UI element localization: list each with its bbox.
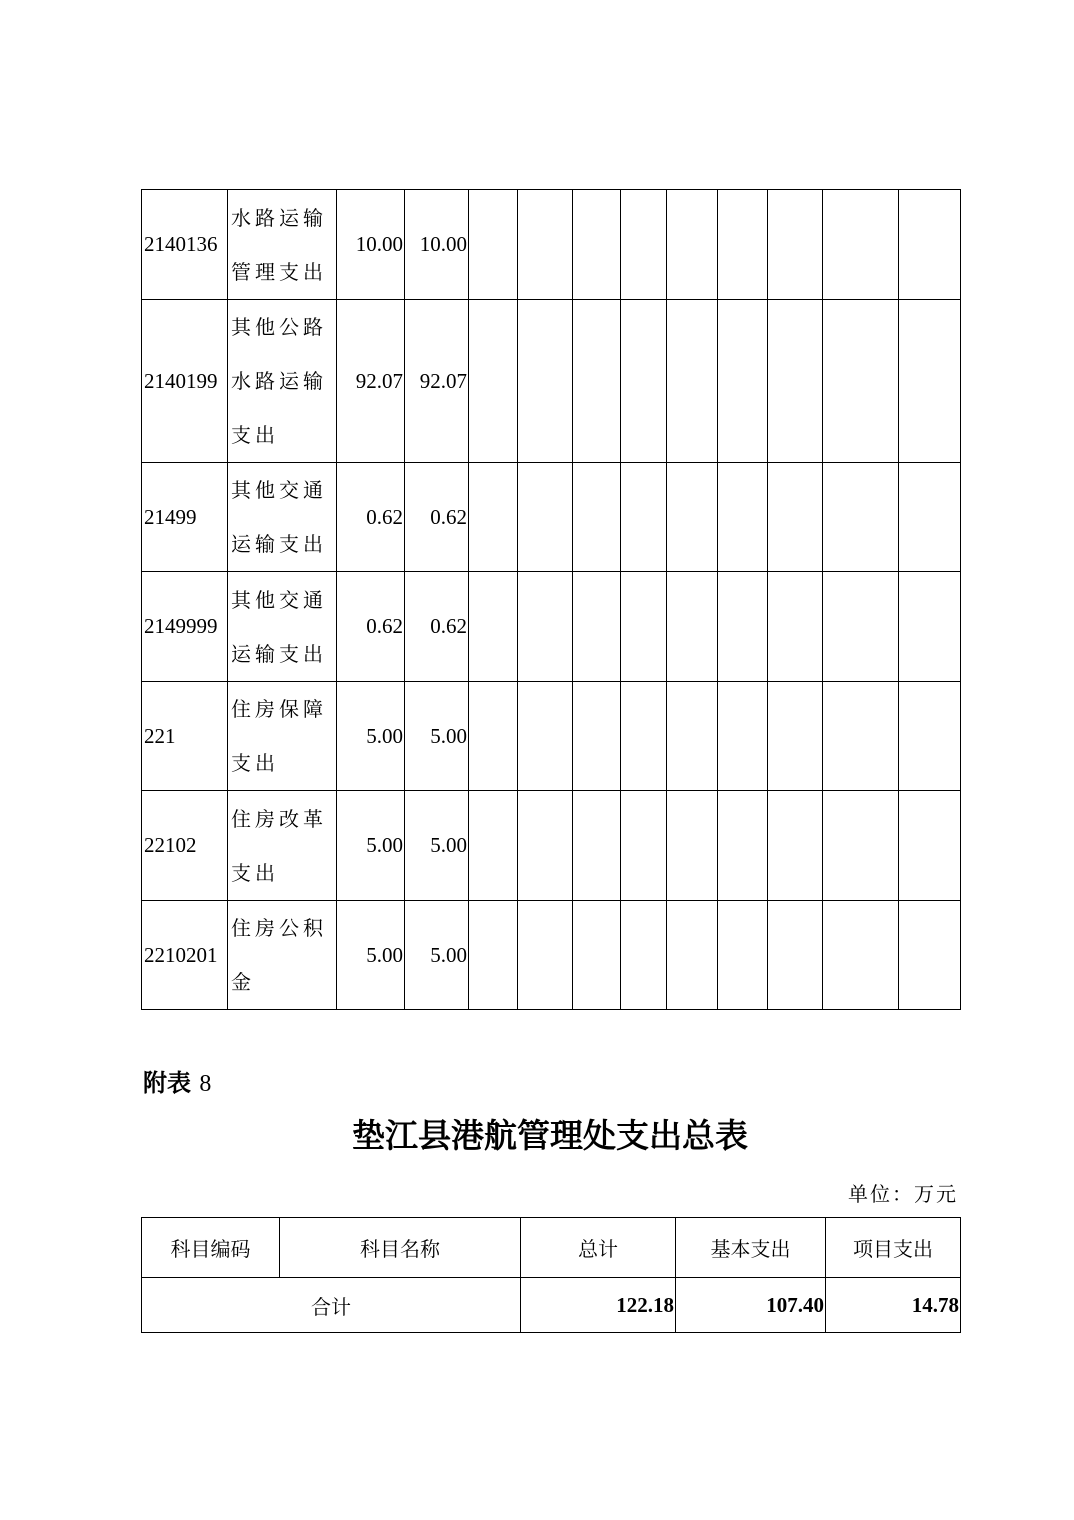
subject-name-line: 其他交通 (231, 478, 327, 502)
header-code: 科目编码 (142, 1218, 280, 1278)
empty-cell (718, 901, 768, 1010)
unit-label: 单位：万元 (848, 1182, 958, 1206)
empty-cell (621, 901, 667, 1010)
basic-amount: 0.62 (405, 572, 469, 682)
empty-cell (768, 572, 823, 682)
empty-cell (823, 572, 899, 682)
table-row (142, 300, 961, 463)
empty-cell (518, 572, 573, 682)
total-amount: 0.62 (337, 572, 405, 682)
subject-name (228, 682, 337, 791)
subject-name-line: 住房改革 (231, 806, 327, 831)
subject-name-line: 住房保障 (231, 697, 327, 721)
subject-name (228, 791, 337, 901)
subject-name-line: 其他公路 (231, 315, 327, 339)
subject-name-line: 金 (231, 970, 255, 994)
empty-cell (667, 463, 718, 572)
subject-name-line: 运输支出 (231, 641, 327, 666)
empty-cell (718, 572, 768, 682)
empty-cell (718, 300, 768, 463)
empty-cell (667, 682, 718, 791)
subject-name-line: 支出 (231, 751, 279, 775)
empty-cell (573, 300, 621, 463)
header-name: 科目名称 (280, 1218, 521, 1278)
empty-cell (518, 682, 573, 791)
table-row (142, 682, 961, 791)
empty-cell (899, 682, 961, 791)
empty-cell (823, 463, 899, 572)
subject-name (228, 463, 337, 572)
empty-cell (621, 300, 667, 463)
empty-cell (768, 682, 823, 791)
expenditure-summary-table (141, 1217, 961, 1333)
empty-cell (899, 901, 961, 1010)
total-amount: 92.07 (337, 300, 405, 463)
expenditure-detail-table (141, 189, 961, 1010)
subject-name-line: 水路运输 (231, 205, 327, 230)
subject-name (228, 300, 337, 463)
table-row (142, 791, 961, 901)
subject-code: 22102 (142, 791, 228, 901)
empty-cell (823, 901, 899, 1010)
empty-cell (573, 791, 621, 901)
subject-code: 2140199 (142, 300, 228, 463)
empty-cell (518, 901, 573, 1010)
empty-cell (469, 190, 518, 300)
subject-name (228, 190, 337, 300)
subject-code: 221 (142, 682, 228, 791)
empty-cell (518, 190, 573, 300)
total-label: 合计 (142, 1278, 521, 1333)
table-row (142, 463, 961, 572)
empty-cell (718, 190, 768, 300)
appendix-label: 附表 8 (143, 1068, 212, 1097)
table-row (142, 190, 961, 300)
empty-cell (518, 463, 573, 572)
empty-cell (573, 682, 621, 791)
empty-cell (899, 572, 961, 682)
basic-amount: 0.62 (405, 463, 469, 572)
empty-cell (899, 190, 961, 300)
total-value: 122.18 (521, 1278, 676, 1333)
empty-cell (768, 300, 823, 463)
empty-cell (573, 463, 621, 572)
basic-amount: 5.00 (405, 901, 469, 1010)
total-amount: 5.00 (337, 682, 405, 791)
empty-cell (667, 190, 718, 300)
basic-amount: 5.00 (405, 791, 469, 901)
empty-cell (718, 682, 768, 791)
empty-cell (667, 901, 718, 1010)
empty-cell (621, 791, 667, 901)
empty-cell (768, 463, 823, 572)
empty-cell (621, 463, 667, 572)
empty-cell (667, 572, 718, 682)
empty-cell (573, 901, 621, 1010)
empty-cell (899, 463, 961, 572)
project-value: 14.78 (826, 1278, 961, 1333)
table-row (142, 572, 961, 682)
empty-cell (667, 791, 718, 901)
empty-cell (518, 300, 573, 463)
empty-cell (518, 791, 573, 901)
total-amount: 5.00 (337, 791, 405, 901)
total-amount: 5.00 (337, 901, 405, 1010)
page-title: 垫江县港航管理处支出总表 (352, 1116, 748, 1155)
empty-cell (573, 572, 621, 682)
header-row (142, 1218, 961, 1278)
subject-name (228, 901, 337, 1010)
empty-cell (899, 791, 961, 901)
empty-cell (621, 190, 667, 300)
subject-name-line: 住房公积 (231, 916, 327, 940)
subject-code: 2140136 (142, 190, 228, 300)
empty-cell (469, 791, 518, 901)
basic-value: 107.40 (676, 1278, 826, 1333)
total-amount: 10.00 (337, 190, 405, 300)
total-row (142, 1278, 961, 1333)
empty-cell (573, 190, 621, 300)
empty-cell (768, 901, 823, 1010)
empty-cell (469, 463, 518, 572)
empty-cell (899, 300, 961, 463)
subject-name-line: 支出 (231, 423, 279, 447)
subject-code: 2210201 (142, 901, 228, 1010)
subject-code: 21499 (142, 463, 228, 572)
total-amount: 0.62 (337, 463, 405, 572)
subject-name-line: 支出 (231, 860, 279, 885)
empty-cell (768, 190, 823, 300)
header-basic: 基本支出 (676, 1218, 826, 1278)
empty-cell (469, 901, 518, 1010)
empty-cell (823, 300, 899, 463)
subject-name-line: 其他交通 (231, 587, 327, 612)
table-row (142, 901, 961, 1010)
empty-cell (667, 300, 718, 463)
empty-cell (718, 463, 768, 572)
empty-cell (469, 682, 518, 791)
empty-cell (621, 572, 667, 682)
header-project: 项目支出 (826, 1218, 961, 1278)
header-total: 总计 (521, 1218, 676, 1278)
basic-amount: 10.00 (405, 190, 469, 300)
empty-cell (823, 791, 899, 901)
subject-name-line: 运输支出 (231, 532, 327, 556)
empty-cell (621, 682, 667, 791)
subject-name-line: 水路运输 (231, 369, 327, 393)
subject-code: 2149999 (142, 572, 228, 682)
basic-amount: 92.07 (405, 300, 469, 463)
subject-name (228, 572, 337, 682)
empty-cell (823, 682, 899, 791)
empty-cell (469, 300, 518, 463)
empty-cell (823, 190, 899, 300)
empty-cell (469, 572, 518, 682)
empty-cell (768, 791, 823, 901)
empty-cell (718, 791, 768, 901)
basic-amount: 5.00 (405, 682, 469, 791)
subject-name-line: 管理支出 (231, 259, 327, 284)
